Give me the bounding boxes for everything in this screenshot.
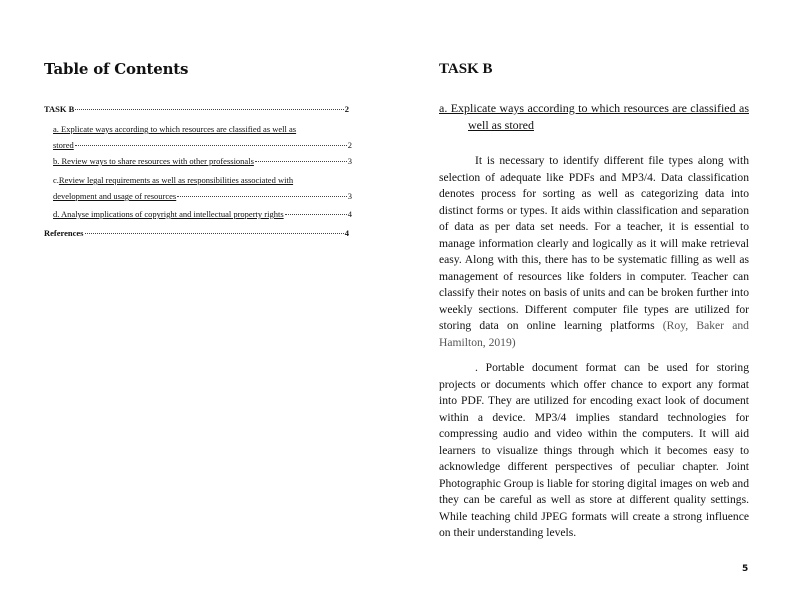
paragraph-text: . Portable document format can be used for storing projects or documents which offer chance to export any format into PDF. They are utilized for encoding exact look of document within a device. MP3/4 implies standard technologies for compressing audio and video within the computers. It will aid learners to visualize things through which it becomes easy to acknowledge different perspectives of peculiar chapter. Joint Photographic Group is liable for storing digital images on web and they can be careful as well as store at different quality settings. While teaching child JPEG formats will create a strong influence on their understanding levels.	[439, 361, 749, 539]
toc-entry-page: 2	[344, 104, 349, 114]
toc-entry-page: 4	[344, 228, 349, 238]
toc-title: Table of Contents	[44, 60, 189, 78]
toc-entry-label: d. Analyse implications of copyright and intellectual property rights	[53, 209, 284, 219]
section-heading: TASK B	[439, 61, 493, 77]
paragraph-text: It is necessary to identify different file types along with selection of adequate like PDFs and MP3/4. Data classification denotes process for sorting as well as categorizing data into distinct forms or types. It aids within classification and separation of data as per data set needs. For a teacher, it is essential to manage information clearly and logically as it will make retrieval easy. Along with this, there has to be systematic filling as well as management of resources like folders in computer. Teacher can classify their notes on basis of units and can be broken further into weekly sections. Different computer file types are utilized for storing data on online learning platforms	[439, 154, 749, 332]
toc-entry-page: 3	[347, 156, 352, 166]
toc-entry-label-line1: Review legal requirements as well as responsibilities associated with	[58, 175, 294, 185]
toc-entry-label: b. Review ways to share resources with other professionals	[53, 156, 254, 166]
citation: (Roy, Baker and Hamilton, 2019)	[439, 319, 749, 349]
toc-entry-label-line2: development and usage of resources	[53, 191, 177, 201]
toc-entry-prefix: c.	[53, 175, 59, 185]
body-paragraph-1	[439, 153, 749, 351]
subsection-heading: a. Explicate ways according to which resources are classified as well as stored	[439, 101, 749, 132]
toc-entry-label-line2: stored	[53, 140, 74, 150]
body-paragraph-2	[439, 360, 749, 542]
toc-entry-d[interactable]	[53, 206, 352, 222]
toc-leader-dots	[255, 160, 347, 162]
toc-entry-label: References	[44, 228, 84, 238]
page-number: 5	[742, 564, 749, 574]
toc-entry-page: 2	[347, 140, 352, 150]
toc-leader-dots	[285, 213, 347, 215]
toc-leader-dots	[177, 195, 347, 197]
toc-entry-page: 3	[347, 191, 352, 201]
toc-entry-c[interactable]	[53, 172, 352, 204]
toc-entry-page: 4	[347, 209, 352, 219]
toc-entry-label-line1: a. Explicate ways according to which resources are classified as well as	[53, 124, 297, 134]
toc-leader-dots	[85, 232, 344, 234]
toc-entry-task-b[interactable]	[44, 101, 349, 117]
toc-entry-b[interactable]	[53, 153, 352, 169]
toc-leader-dots	[75, 108, 343, 110]
toc-entry-references[interactable]	[44, 225, 349, 241]
toc-entry-label: TASK B	[44, 104, 75, 114]
toc-leader-dots	[75, 144, 347, 146]
toc-entry-a[interactable]	[53, 121, 352, 153]
